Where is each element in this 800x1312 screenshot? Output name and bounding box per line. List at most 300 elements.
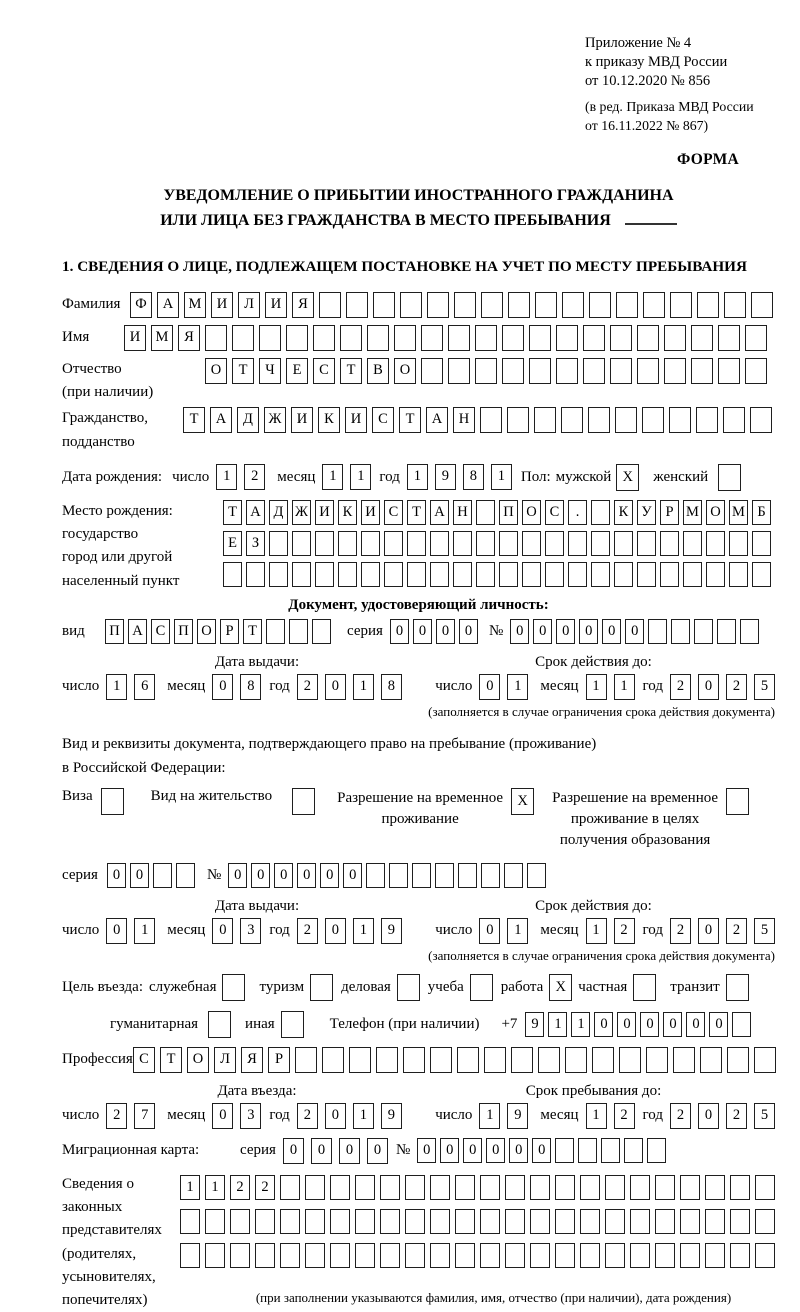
representatives-row3-input-cell[interactable] <box>305 1243 325 1268</box>
given-name-input-cell[interactable] <box>259 325 281 351</box>
stay-month-input[interactable] <box>586 1103 635 1129</box>
purpose-work-checkbox-cell[interactable]: X <box>549 974 572 1001</box>
birth-place-row3-input-cell[interactable] <box>384 562 403 587</box>
patronymic-input-cell[interactable] <box>529 358 551 384</box>
representatives-row3-input-cell[interactable] <box>480 1243 500 1268</box>
patronymic-input-cell[interactable]: Т <box>340 358 362 384</box>
stay-year-input-cell[interactable]: 2 <box>670 1103 691 1129</box>
profession-input-cell[interactable] <box>349 1047 371 1073</box>
doc-issue-year-input-cell[interactable]: 0 <box>325 674 346 700</box>
residence-number-input-cell[interactable] <box>435 863 454 888</box>
residence-expiry-day-input-cell[interactable]: 1 <box>507 918 528 944</box>
profession-input-cell[interactable]: Л <box>214 1047 236 1073</box>
surname-input-cell[interactable] <box>643 292 665 318</box>
doc-number-input-cell[interactable] <box>694 619 713 644</box>
entry-day-input-cell[interactable]: 7 <box>134 1103 155 1129</box>
birth-place-row2-input-cell[interactable] <box>453 531 472 556</box>
birth-place-row3-input-cell[interactable] <box>223 562 242 587</box>
representatives-row1-input-cell[interactable] <box>580 1175 600 1200</box>
birth-place-row1-input-cell[interactable]: И <box>361 500 380 525</box>
representatives-row1-input-cell[interactable] <box>430 1175 450 1200</box>
representatives-row1-input-cell[interactable] <box>605 1175 625 1200</box>
birth-place-row1-input-cell[interactable]: С <box>384 500 403 525</box>
profession-input-cell[interactable] <box>592 1047 614 1073</box>
profession-input-cell[interactable]: Р <box>268 1047 290 1073</box>
profession-input-cell[interactable] <box>727 1047 749 1073</box>
representatives-row3-input-cell[interactable] <box>330 1243 350 1268</box>
birth-place-row1-input-cell[interactable] <box>591 500 610 525</box>
residence-number-input-cell[interactable] <box>389 863 408 888</box>
residence-series-input-cell[interactable]: 0 <box>107 863 126 888</box>
residence-expiry-year-input-cell[interactable]: 2 <box>670 918 691 944</box>
birth-year-input[interactable] <box>407 464 512 490</box>
entry-year-input-cell[interactable]: 0 <box>325 1103 346 1129</box>
doc-series-input-cell[interactable]: 0 <box>459 619 478 644</box>
birth-place-row1-input-cell[interactable]: Т <box>407 500 426 525</box>
migration-number-input-cell[interactable] <box>578 1138 597 1163</box>
birth-place-row3-input-cell[interactable] <box>545 562 564 587</box>
entry-year-input-cell[interactable]: 9 <box>381 1103 402 1129</box>
patronymic-input-cell[interactable]: Т <box>232 358 254 384</box>
phone-input-cell[interactable]: 0 <box>686 1012 705 1037</box>
purpose-transit-checkbox-cell[interactable] <box>726 974 749 1001</box>
edu-permit-checkbox[interactable] <box>726 788 749 815</box>
patronymic-input-cell[interactable] <box>691 358 713 384</box>
representatives-row2-input-cell[interactable] <box>505 1209 525 1234</box>
profession-input-cell[interactable]: Я <box>241 1047 263 1073</box>
profession-input-cell[interactable] <box>646 1047 668 1073</box>
migration-series-input[interactable] <box>283 1138 388 1164</box>
purpose-study-checkbox-cell[interactable] <box>470 974 493 1001</box>
entry-day-input[interactable] <box>106 1103 155 1129</box>
birth-place-row1-input-cell[interactable]: М <box>683 500 702 525</box>
profession-input[interactable] <box>133 1047 776 1073</box>
doc-number-input-cell[interactable]: 0 <box>533 619 552 644</box>
doc-number-input-cell[interactable] <box>648 619 667 644</box>
birth-place-row2-input-cell[interactable] <box>407 531 426 556</box>
surname-input-cell[interactable]: Ф <box>130 292 152 318</box>
representatives-row2-input-cell[interactable] <box>430 1209 450 1234</box>
representatives-row3-input-cell[interactable] <box>355 1243 375 1268</box>
given-name-input-cell[interactable] <box>664 325 686 351</box>
citizenship-input-cell[interactable] <box>669 407 691 433</box>
birth-month-input-cell[interactable]: 1 <box>350 464 371 490</box>
doc-kind-input-cell[interactable] <box>289 619 308 644</box>
given-name-input-cell[interactable] <box>313 325 335 351</box>
migration-number-input-cell[interactable] <box>555 1138 574 1163</box>
birth-place-row3-input-cell[interactable] <box>522 562 541 587</box>
doc-expiry-year-input-cell[interactable]: 0 <box>698 674 719 700</box>
birth-year-input-cell[interactable]: 9 <box>435 464 456 490</box>
representatives-row3-input-cell[interactable] <box>655 1243 675 1268</box>
representatives-row2-input-cell[interactable] <box>455 1209 475 1234</box>
visa-checkbox[interactable] <box>101 788 124 815</box>
given-name-input-cell[interactable] <box>205 325 227 351</box>
purpose-official-checkbox-cell[interactable] <box>222 974 245 1001</box>
residence-expiry-year-input[interactable] <box>670 918 775 944</box>
representatives-row2-input-cell[interactable] <box>380 1209 400 1234</box>
residence-issue-year-input[interactable] <box>297 918 402 944</box>
entry-year-input-cell[interactable]: 2 <box>297 1103 318 1129</box>
birth-place-row2-input-cell[interactable]: Е <box>223 531 242 556</box>
given-name-input-cell[interactable]: Я <box>178 325 200 351</box>
given-name-input-cell[interactable] <box>583 325 605 351</box>
given-name-input-cell[interactable] <box>637 325 659 351</box>
representatives-row1-input-cell[interactable]: 1 <box>205 1175 225 1200</box>
phone-input-cell[interactable]: 0 <box>709 1012 728 1037</box>
phone-input-cell[interactable]: 1 <box>548 1012 567 1037</box>
representatives-row3-input-cell[interactable] <box>255 1243 275 1268</box>
temp-permit-checkbox-cell[interactable]: X <box>511 788 534 815</box>
doc-expiry-month-input-cell[interactable]: 1 <box>586 674 607 700</box>
birth-place-row3-input-cell[interactable] <box>660 562 679 587</box>
birth-place-row1-input-cell[interactable]: . <box>568 500 587 525</box>
surname-input-cell[interactable] <box>751 292 773 318</box>
doc-expiry-year-input-cell[interactable]: 5 <box>754 674 775 700</box>
stay-day-input[interactable] <box>479 1103 528 1129</box>
residence-issue-day-input-cell[interactable]: 0 <box>106 918 127 944</box>
patronymic-input-cell[interactable] <box>745 358 767 384</box>
surname-input-cell[interactable] <box>319 292 341 318</box>
residence-series-input-cell[interactable] <box>176 863 195 888</box>
birth-place-row2-input-cell[interactable] <box>683 531 702 556</box>
birth-place-row2-input-cell[interactable] <box>637 531 656 556</box>
profession-input-cell[interactable] <box>295 1047 317 1073</box>
entry-year-input[interactable] <box>297 1103 402 1129</box>
sex-female-checkbox-cell[interactable] <box>718 464 741 491</box>
phone-input-cell[interactable]: 0 <box>617 1012 636 1037</box>
birth-place-row1-input-cell[interactable]: О <box>706 500 725 525</box>
patronymic-input-cell[interactable] <box>610 358 632 384</box>
representatives-row3-input-cell[interactable] <box>205 1243 225 1268</box>
migration-series-input-cell[interactable]: 0 <box>283 1138 304 1164</box>
given-name-input-cell[interactable]: И <box>124 325 146 351</box>
representatives-row2-input-cell[interactable] <box>330 1209 350 1234</box>
visa-checkbox-cell[interactable] <box>101 788 124 815</box>
purpose-humanitarian-checkbox[interactable] <box>208 1011 231 1038</box>
birth-year-input-cell[interactable]: 1 <box>407 464 428 490</box>
doc-expiry-day-input-cell[interactable]: 1 <box>507 674 528 700</box>
patronymic-input-cell[interactable]: Ч <box>259 358 281 384</box>
doc-issue-month-input[interactable] <box>212 674 261 700</box>
birth-place-row3-input-cell[interactable] <box>269 562 288 587</box>
given-name-input-cell[interactable] <box>421 325 443 351</box>
representatives-row2-input-cell[interactable] <box>530 1209 550 1234</box>
profession-input-cell[interactable] <box>403 1047 425 1073</box>
birth-place-row2-input-cell[interactable] <box>476 531 495 556</box>
birth-place-row3-input-cell[interactable] <box>453 562 472 587</box>
representatives-row3-input[interactable] <box>180 1243 775 1268</box>
residence-number-input-cell[interactable]: 0 <box>251 863 270 888</box>
birth-place-row3-input-cell[interactable] <box>315 562 334 587</box>
doc-issue-day-input-cell[interactable]: 6 <box>134 674 155 700</box>
given-name-input-cell[interactable] <box>475 325 497 351</box>
patronymic-input-cell[interactable] <box>637 358 659 384</box>
birth-day-input-cell[interactable]: 1 <box>216 464 237 490</box>
birth-place-row2-input-cell[interactable] <box>292 531 311 556</box>
residence-number-input-cell[interactable] <box>504 863 523 888</box>
birth-place-row1-input-cell[interactable]: С <box>545 500 564 525</box>
birth-place-row3-input-cell[interactable] <box>361 562 380 587</box>
profession-input-cell[interactable] <box>376 1047 398 1073</box>
doc-issue-year-input-cell[interactable]: 1 <box>353 674 374 700</box>
migration-number-input-cell[interactable]: 0 <box>463 1138 482 1163</box>
doc-number-input-cell[interactable] <box>671 619 690 644</box>
birth-place-row3-input[interactable] <box>223 562 771 587</box>
doc-expiry-day-input-cell[interactable]: 0 <box>479 674 500 700</box>
surname-input-cell[interactable] <box>481 292 503 318</box>
phone-input-cell[interactable]: 1 <box>571 1012 590 1037</box>
residence-issue-month-input[interactable] <box>212 918 261 944</box>
residence-number-input-cell[interactable] <box>412 863 431 888</box>
residence-issue-year-input-cell[interactable]: 2 <box>297 918 318 944</box>
phone-input-cell[interactable] <box>732 1012 751 1037</box>
profession-input-cell[interactable] <box>430 1047 452 1073</box>
citizenship-input-cell[interactable] <box>588 407 610 433</box>
birth-place-row2-input-cell[interactable] <box>499 531 518 556</box>
birth-place-row1-input-cell[interactable]: А <box>430 500 449 525</box>
birth-place-row2-input-cell[interactable] <box>614 531 633 556</box>
representatives-row2-input-cell[interactable] <box>305 1209 325 1234</box>
purpose-study-checkbox[interactable] <box>470 974 493 1001</box>
phone-input-cell[interactable]: 0 <box>640 1012 659 1037</box>
surname-input-cell[interactable] <box>346 292 368 318</box>
residence-permit-checkbox[interactable] <box>292 788 315 815</box>
doc-kind-input-cell[interactable]: О <box>197 619 216 644</box>
citizenship-input-cell[interactable] <box>480 407 502 433</box>
doc-number-input-cell[interactable]: 0 <box>625 619 644 644</box>
sex-male-checkbox-cell[interactable]: X <box>616 464 639 491</box>
patronymic-input-cell[interactable]: Е <box>286 358 308 384</box>
profession-input-cell[interactable] <box>511 1047 533 1073</box>
residence-expiry-year-input-cell[interactable]: 5 <box>754 918 775 944</box>
profession-input-cell[interactable] <box>457 1047 479 1073</box>
doc-issue-year-input[interactable] <box>297 674 402 700</box>
representatives-row1-input-cell[interactable] <box>680 1175 700 1200</box>
doc-series-input[interactable] <box>390 619 478 644</box>
profession-input-cell[interactable] <box>538 1047 560 1073</box>
birth-place-row1-input-cell[interactable]: П <box>499 500 518 525</box>
residence-issue-day-input[interactable] <box>106 918 155 944</box>
doc-expiry-year-input-cell[interactable]: 2 <box>726 674 747 700</box>
surname-input-cell[interactable] <box>454 292 476 318</box>
doc-number-input-cell[interactable]: 0 <box>579 619 598 644</box>
given-name-input-cell[interactable] <box>448 325 470 351</box>
patronymic-input-cell[interactable] <box>475 358 497 384</box>
birth-place-row3-input-cell[interactable] <box>499 562 518 587</box>
birth-place-row3-input-cell[interactable] <box>476 562 495 587</box>
representatives-row3-input-cell[interactable] <box>755 1243 775 1268</box>
representatives-row1-input-cell[interactable] <box>730 1175 750 1200</box>
residence-expiry-year-input-cell[interactable]: 0 <box>698 918 719 944</box>
birth-place-row2-input-cell[interactable] <box>338 531 357 556</box>
doc-kind-input-cell[interactable]: Т <box>243 619 262 644</box>
stay-day-input-cell[interactable]: 1 <box>479 1103 500 1129</box>
representatives-row3-input-cell[interactable] <box>505 1243 525 1268</box>
surname-input-cell[interactable] <box>697 292 719 318</box>
residence-number-input[interactable] <box>228 863 546 888</box>
birth-place-row3-input-cell[interactable] <box>683 562 702 587</box>
residence-issue-year-input-cell[interactable]: 1 <box>353 918 374 944</box>
birth-place-row2-input-cell[interactable] <box>545 531 564 556</box>
residence-expiry-day-input[interactable] <box>479 918 528 944</box>
birth-place-row1-input-cell[interactable]: У <box>637 500 656 525</box>
purpose-tourism-checkbox[interactable] <box>310 974 333 1001</box>
migration-number-input-cell[interactable] <box>601 1138 620 1163</box>
representatives-row1-input-cell[interactable] <box>705 1175 725 1200</box>
birth-place-row1-input-cell[interactable]: К <box>614 500 633 525</box>
doc-expiry-month-input-cell[interactable]: 1 <box>614 674 635 700</box>
profession-input-cell[interactable]: Т <box>160 1047 182 1073</box>
residence-number-input-cell[interactable] <box>481 863 500 888</box>
doc-number-input-cell[interactable] <box>740 619 759 644</box>
surname-input-cell[interactable] <box>562 292 584 318</box>
residence-permit-checkbox-cell[interactable] <box>292 788 315 815</box>
citizenship-input-cell[interactable] <box>507 407 529 433</box>
citizenship-input-cell[interactable] <box>696 407 718 433</box>
doc-issue-month-input-cell[interactable]: 8 <box>240 674 261 700</box>
representatives-row2-input-cell[interactable] <box>605 1209 625 1234</box>
given-name-input-cell[interactable] <box>745 325 767 351</box>
representatives-row1-input[interactable] <box>180 1175 775 1200</box>
birth-place-row1-input-cell[interactable]: К <box>338 500 357 525</box>
citizenship-input-cell[interactable]: К <box>318 407 340 433</box>
representatives-row2-input-cell[interactable] <box>405 1209 425 1234</box>
residence-number-input-cell[interactable] <box>527 863 546 888</box>
birth-year-input-cell[interactable]: 8 <box>463 464 484 490</box>
representatives-row1-input-cell[interactable]: 2 <box>230 1175 250 1200</box>
citizenship-input-cell[interactable] <box>615 407 637 433</box>
birth-place-row3-input-cell[interactable] <box>706 562 725 587</box>
migration-series-input-cell[interactable]: 0 <box>367 1138 388 1164</box>
representatives-row3-input-cell[interactable] <box>580 1243 600 1268</box>
surname-input-cell[interactable] <box>670 292 692 318</box>
residence-issue-month-input-cell[interactable]: 0 <box>212 918 233 944</box>
surname-input-cell[interactable] <box>724 292 746 318</box>
migration-number-input[interactable] <box>417 1138 666 1163</box>
doc-series-input-cell[interactable]: 0 <box>436 619 455 644</box>
representatives-row2-input-cell[interactable] <box>255 1209 275 1234</box>
citizenship-input-cell[interactable] <box>750 407 772 433</box>
profession-input-cell[interactable]: О <box>187 1047 209 1073</box>
representatives-row1-input-cell[interactable] <box>555 1175 575 1200</box>
given-name-input[interactable] <box>124 325 767 351</box>
representatives-row1-input-cell[interactable] <box>355 1175 375 1200</box>
doc-number-input-cell[interactable]: 0 <box>556 619 575 644</box>
migration-number-input-cell[interactable]: 0 <box>417 1138 436 1163</box>
migration-number-input-cell[interactable]: 0 <box>532 1138 551 1163</box>
phone-input-cell[interactable]: 9 <box>525 1012 544 1037</box>
profession-input-cell[interactable]: С <box>133 1047 155 1073</box>
birth-place-row1-input-cell[interactable]: А <box>246 500 265 525</box>
doc-series-input-cell[interactable]: 0 <box>390 619 409 644</box>
birth-year-input-cell[interactable]: 1 <box>491 464 512 490</box>
representatives-row2-input-cell[interactable] <box>280 1209 300 1234</box>
birth-place-row3-input-cell[interactable] <box>614 562 633 587</box>
birth-day-input-cell[interactable]: 2 <box>244 464 265 490</box>
residence-issue-month-input-cell[interactable]: 3 <box>240 918 261 944</box>
representatives-row3-input-cell[interactable] <box>730 1243 750 1268</box>
birth-place-row1-input-cell[interactable]: Ж <box>292 500 311 525</box>
entry-month-input[interactable] <box>212 1103 261 1129</box>
given-name-input-cell[interactable] <box>610 325 632 351</box>
profession-input-cell[interactable] <box>673 1047 695 1073</box>
representatives-row1-input-cell[interactable] <box>380 1175 400 1200</box>
surname-input-cell[interactable]: Я <box>292 292 314 318</box>
residence-number-input-cell[interactable] <box>366 863 385 888</box>
profession-input-cell[interactable] <box>484 1047 506 1073</box>
representatives-row2-input[interactable] <box>180 1209 775 1234</box>
surname-input-cell[interactable] <box>616 292 638 318</box>
representatives-row3-input-cell[interactable] <box>530 1243 550 1268</box>
migration-number-input-cell[interactable]: 0 <box>440 1138 459 1163</box>
migration-number-input-cell[interactable] <box>624 1138 643 1163</box>
surname-input-cell[interactable]: Л <box>238 292 260 318</box>
birth-place-row3-input-cell[interactable] <box>292 562 311 587</box>
residence-issue-year-input-cell[interactable]: 0 <box>325 918 346 944</box>
representatives-row3-input-cell[interactable] <box>605 1243 625 1268</box>
stay-year-input-cell[interactable]: 2 <box>726 1103 747 1129</box>
residence-number-input-cell[interactable]: 0 <box>228 863 247 888</box>
surname-input-cell[interactable] <box>535 292 557 318</box>
citizenship-input-cell[interactable]: С <box>372 407 394 433</box>
birth-place-row2-input-cell[interactable] <box>660 531 679 556</box>
residence-number-input-cell[interactable]: 0 <box>297 863 316 888</box>
given-name-input-cell[interactable] <box>367 325 389 351</box>
doc-number-input[interactable] <box>510 619 759 644</box>
patronymic-input-cell[interactable] <box>448 358 470 384</box>
surname-input-cell[interactable]: И <box>211 292 233 318</box>
purpose-work-checkbox[interactable] <box>549 974 572 1001</box>
doc-kind-input-cell[interactable] <box>266 619 285 644</box>
entry-year-input-cell[interactable]: 1 <box>353 1103 374 1129</box>
given-name-input-cell[interactable] <box>502 325 524 351</box>
surname-input-cell[interactable]: А <box>157 292 179 318</box>
patronymic-input-cell[interactable] <box>502 358 524 384</box>
representatives-row2-input-cell[interactable] <box>655 1209 675 1234</box>
patronymic-input-cell[interactable] <box>664 358 686 384</box>
representatives-row2-input-cell[interactable] <box>580 1209 600 1234</box>
doc-number-input-cell[interactable] <box>717 619 736 644</box>
representatives-row1-input-cell[interactable] <box>305 1175 325 1200</box>
doc-kind-input-cell[interactable]: П <box>174 619 193 644</box>
purpose-official-checkbox[interactable] <box>222 974 245 1001</box>
given-name-input-cell[interactable] <box>556 325 578 351</box>
residence-expiry-month-input[interactable] <box>586 918 635 944</box>
representatives-row3-input-cell[interactable] <box>280 1243 300 1268</box>
representatives-row1-input-cell[interactable] <box>755 1175 775 1200</box>
stay-month-input-cell[interactable]: 2 <box>614 1103 635 1129</box>
doc-expiry-year-input-cell[interactable]: 2 <box>670 674 691 700</box>
residence-series-input-cell[interactable]: 0 <box>130 863 149 888</box>
birth-place-row3-input-cell[interactable] <box>752 562 771 587</box>
birth-place-row1-input-cell[interactable]: Б <box>752 500 771 525</box>
given-name-input-cell[interactable] <box>718 325 740 351</box>
representatives-row2-input-cell[interactable] <box>205 1209 225 1234</box>
purpose-business-checkbox[interactable] <box>397 974 420 1001</box>
birth-place-row2-input-cell[interactable] <box>729 531 748 556</box>
residence-issue-day-input-cell[interactable]: 1 <box>134 918 155 944</box>
representatives-row3-input-cell[interactable] <box>680 1243 700 1268</box>
residence-number-input-cell[interactable] <box>458 863 477 888</box>
migration-series-input-cell[interactable]: 0 <box>311 1138 332 1164</box>
citizenship-input-cell[interactable]: И <box>291 407 313 433</box>
doc-series-input-cell[interactable]: 0 <box>413 619 432 644</box>
surname-input-cell[interactable] <box>508 292 530 318</box>
representatives-row3-input-cell[interactable] <box>430 1243 450 1268</box>
residence-number-input-cell[interactable]: 0 <box>274 863 293 888</box>
patronymic-input-cell[interactable]: О <box>205 358 227 384</box>
